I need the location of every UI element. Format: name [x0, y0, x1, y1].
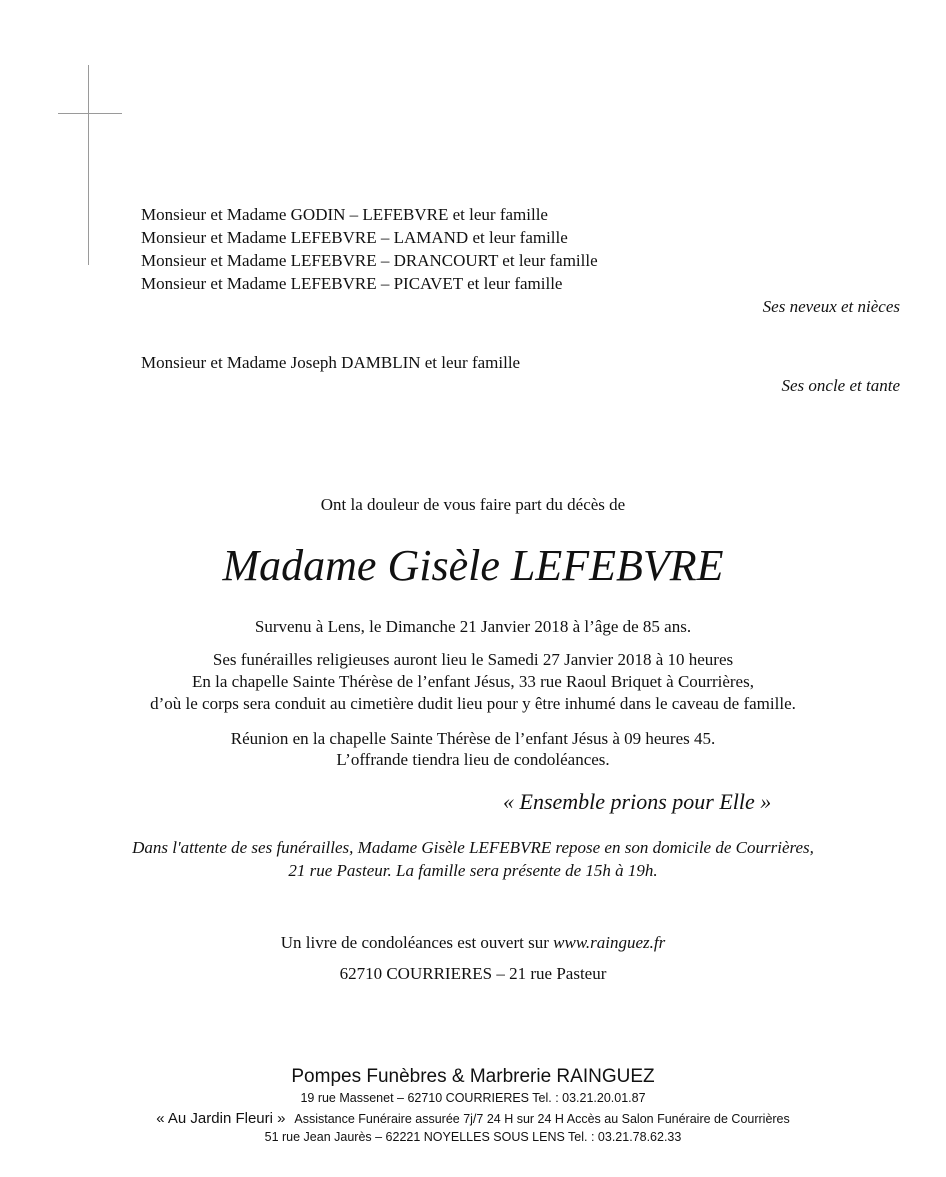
nephews-label: Ses neveux et nièces — [762, 297, 900, 316]
uncle-label: Ses oncle et tante — [781, 376, 900, 395]
condolence-line — [0, 933, 946, 953]
jardin-services: Assistance Funéraire assurée 7j/7 24 H sur 24 H Accès au Salon Funéraire de Courrières — [294, 1112, 790, 1126]
condolence-url-link[interactable]: www.rainguez.fr — [553, 933, 666, 952]
condolence-text: Un livre de condoléances est ouvert sur — [280, 933, 554, 952]
company-address: 19 rue Massenet – 62710 COURRIERES Tel. : 03.21.20.01.87 — [300, 1091, 646, 1105]
prayer-text: « Ensemble prions pour Elle » — [503, 789, 772, 814]
company-name: Pompes Funèbres & Marbrerie RAINGUEZ — [291, 1066, 655, 1087]
address-line: 62710 COURRIERES – 21 rue Pasteur — [339, 964, 607, 983]
funeral-line: d’où le corps sera conduit au cimetière dudit lieu pour y être inhumé dans le caveau de famille. — [150, 694, 796, 713]
meeting-line: L’offrande tiendra lieu de condoléances. — [336, 750, 610, 769]
rest-line: Dans l'attente de ses funérailles, Madame Gisèle LEFEBVRE repose en son domicile de Courrières, — [132, 838, 814, 857]
uncle-family-line: Monsieur et Madame Joseph DAMBLIN et leur famille — [141, 353, 521, 372]
intro-text: Ont la douleur de vous faire part du décès de — [320, 495, 626, 514]
jardin-address: 51 rue Jean Jaurès – 62221 NOYELLES SOUS LENS Tel. : 03.21.78.62.33 — [264, 1130, 682, 1144]
jardin-line — [0, 1110, 946, 1128]
cross-icon-vertical — [88, 65, 89, 265]
funeral-line: Ses funérailles religieuses auront lieu le Samedi 27 Janvier 2018 à 10 heures — [212, 650, 734, 669]
death-info: Survenu à Lens, le Dimanche 21 Janvier 2018 à l’âge de 85 ans. — [254, 617, 692, 636]
deceased-name: Madame Gisèle LEFEBVRE — [222, 541, 724, 590]
funeral-line: En la chapelle Sainte Thérèse de l’enfant Jésus, 33 rue Raoul Briquet à Courrières, — [192, 672, 754, 691]
family-line: Monsieur et Madame LEFEBVRE – PICAVET et leur famille — [141, 274, 563, 293]
family-line: Monsieur et Madame LEFEBVRE – DRANCOURT et leur famille — [141, 251, 598, 270]
family-line: Monsieur et Madame LEFEBVRE – LAMAND et leur famille — [141, 228, 568, 247]
rest-line: 21 rue Pasteur. La famille sera présente de 15h à 19h. — [288, 861, 658, 880]
cross-icon-horizontal — [58, 113, 122, 114]
meeting-line: Réunion en la chapelle Sainte Thérèse de l’enfant Jésus à 09 heures 45. — [230, 729, 716, 748]
family-line: Monsieur et Madame GODIN – LEFEBVRE et leur famille — [141, 205, 548, 224]
jardin-name: « Au Jardin Fleuri » — [156, 1110, 286, 1127]
